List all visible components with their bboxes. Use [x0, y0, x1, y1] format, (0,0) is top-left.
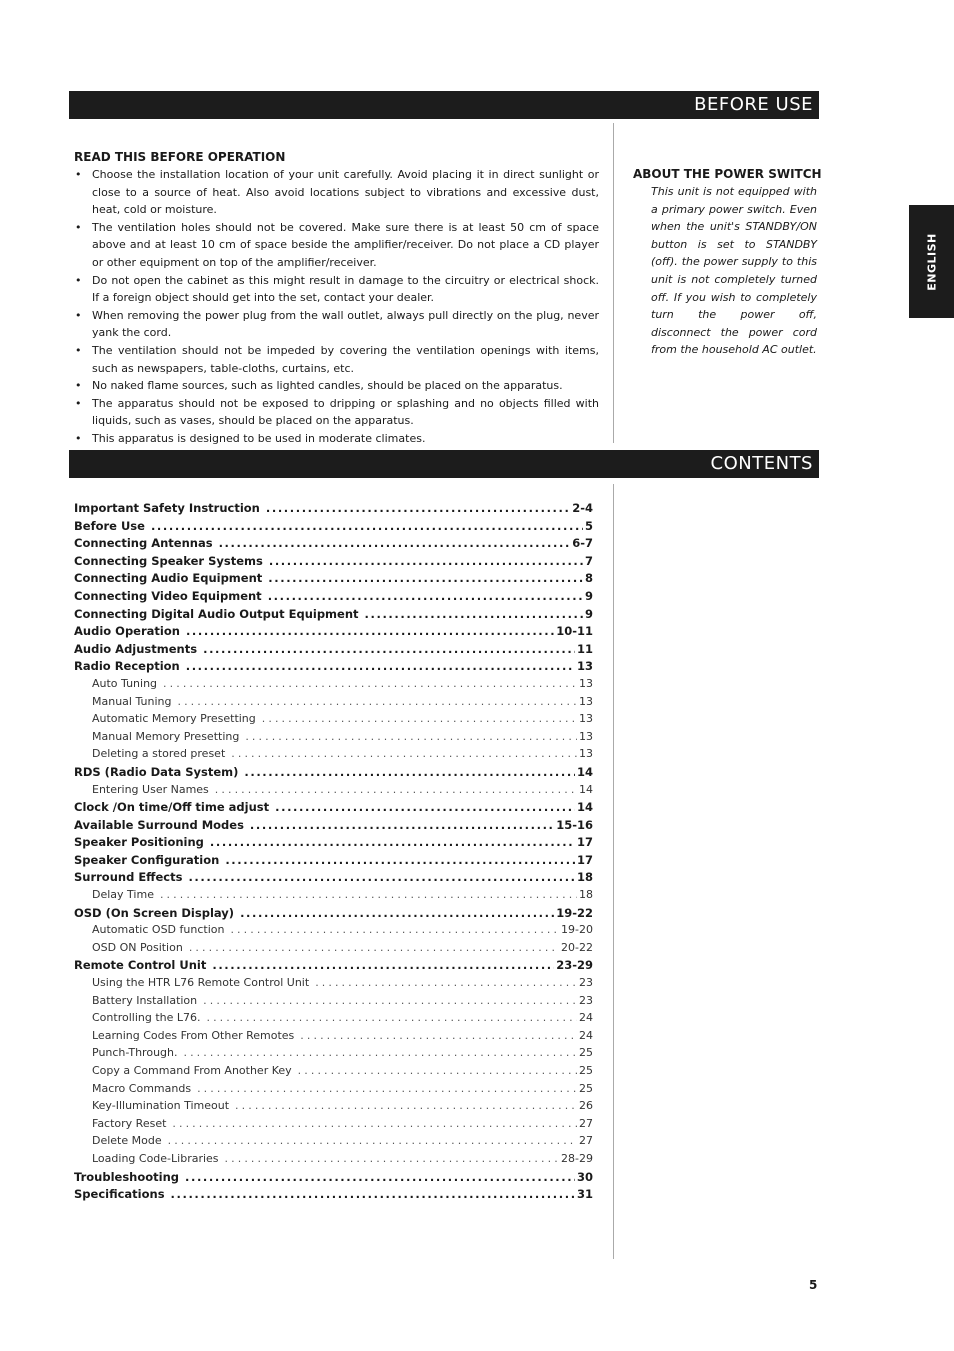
- toc-entry-page: 18: [579, 888, 593, 902]
- toc-dot-leader: [275, 800, 575, 814]
- toc-entry: [74, 501, 593, 519]
- toc-entry-label: Manual Tuning: [92, 694, 172, 708]
- toc-entry: [74, 1011, 593, 1029]
- toc-dot-leader: [151, 519, 583, 533]
- toc-entry: [74, 1046, 593, 1064]
- toc-entry-page: 25: [579, 1046, 593, 1060]
- toc-entry-page: 13: [579, 694, 593, 708]
- toc-entry-page: 25: [579, 1064, 593, 1077]
- bullet-icon: •: [75, 343, 82, 357]
- list-item: • The ventilation holes should not be covered. Make sure there is at least 50 cm of space above and at least 10 cm of space beside the amplifier/receiver. Do not place a CD player or other equipment on top of the amplifier/receiver.: [75, 220, 599, 269]
- toc-entry-label: Learning Codes From Other Remotes: [92, 1028, 295, 1042]
- toc-entry-page: 17: [576, 852, 593, 867]
- toc-entry-label: Deleting a stored preset: [92, 747, 226, 761]
- toc-entry: [74, 747, 593, 765]
- toc-entry-page: 14: [579, 782, 593, 796]
- toc-dot-leader: [168, 1134, 577, 1147]
- list-item: • The apparatus should not be exposed to dripping or splashing and no objects filled with liquids, such as vases, should be placed on the apparatus.: [75, 396, 599, 428]
- before-use-header-bar: [69, 91, 819, 119]
- toc-dot-leader: [163, 677, 577, 690]
- toc-entry-page: 7: [584, 553, 593, 568]
- contents-heading: CONTENTS: [710, 453, 813, 474]
- toc-entry-page: 18: [576, 870, 593, 885]
- contents-header-bar: [69, 450, 819, 478]
- bullet-icon: •: [75, 379, 82, 393]
- toc-entry-page: 10-11: [556, 624, 593, 639]
- toc-entry: [74, 1170, 593, 1188]
- toc-dot-leader: [300, 1029, 577, 1042]
- toc-dot-leader: [240, 906, 554, 920]
- toc-dot-leader: [268, 571, 583, 585]
- page-number: 5: [809, 1278, 818, 1292]
- toc-entry: [74, 571, 593, 589]
- toc-dot-leader: [365, 607, 583, 621]
- toc-entry-page: 26: [579, 1099, 593, 1113]
- toc-entry-label: Controlling the L76.: [92, 1011, 201, 1025]
- toc-entry: [74, 519, 593, 537]
- toc-entry: [74, 870, 593, 888]
- toc-entry: [74, 730, 593, 748]
- toc-dot-leader: [186, 624, 554, 638]
- toc-dot-leader: [207, 1011, 578, 1024]
- toc-entry-page: 31: [576, 1187, 593, 1202]
- toc-entry-label: Copy a Command From Another Key: [92, 1064, 292, 1077]
- toc-entry: [74, 818, 593, 836]
- toc-entry-page: 23: [579, 976, 593, 990]
- toc-entry-label: Loading Code-Libraries: [92, 1151, 219, 1165]
- toc-entry-label: Speaker Configuration: [74, 852, 220, 867]
- toc-dot-leader: [225, 853, 575, 867]
- toc-entry: [74, 888, 593, 906]
- toc-entry-label: Audio Operation: [74, 624, 180, 639]
- toc-entry-page: 13: [579, 747, 593, 761]
- toc-entry: [74, 783, 593, 801]
- column-divider-top: [613, 123, 614, 443]
- safety-bullet-list: [74, 166, 599, 448]
- toc-dot-leader: [185, 1170, 575, 1184]
- toc-entry-label: OSD (On Screen Display): [74, 905, 235, 920]
- toc-entry: [74, 923, 593, 941]
- toc-entry-label: Before Use: [74, 518, 145, 533]
- toc-dot-leader: [203, 994, 577, 1007]
- toc-entry-label: Connecting Video Equipment: [74, 588, 262, 603]
- toc-entry: [74, 1029, 593, 1047]
- toc-entry: [74, 1152, 593, 1170]
- toc-entry-page: 13: [579, 676, 593, 690]
- toc-dot-leader: [268, 589, 583, 603]
- toc-entry-label: Macro Commands: [92, 1081, 192, 1095]
- toc-entry-label: Surround Effects: [74, 870, 183, 885]
- toc-entry-label: Delay Time: [92, 888, 154, 902]
- toc-dot-leader: [245, 730, 577, 743]
- power-switch-text: This unit is not equipped with a primary power switch. Even when the unit's STANDBY/ON button is set to STANDBY (off). the power supply to this unit is not completely turned off. If you wish to completely turn the power off, disconnect the power cord from the household AC outlet.: [651, 185, 817, 357]
- toc-entry-label: Remote Control Unit: [74, 958, 207, 973]
- toc-entry-page: 25: [579, 1081, 593, 1095]
- toc-entry-page: 8: [584, 571, 593, 586]
- language-label: ENGLISH: [925, 232, 938, 291]
- toc-entry: [74, 554, 593, 572]
- toc-entry-label: RDS (Radio Data System): [74, 764, 239, 779]
- toc-entry-label: Radio Reception: [74, 659, 180, 674]
- toc-entry-label: Battery Installation: [92, 993, 198, 1007]
- toc-entry: [74, 853, 593, 871]
- toc-entry-page: 17: [576, 835, 593, 850]
- toc-entry-page: 24: [579, 1028, 593, 1042]
- toc-entry-page: 23-29: [556, 958, 593, 973]
- bullet-icon: •: [75, 168, 82, 181]
- toc-entry-page: 23: [579, 993, 593, 1007]
- toc-entry-label: Punch-Through.: [92, 1046, 178, 1060]
- toc-entry-page: 13: [579, 729, 593, 743]
- toc-entry: [74, 712, 593, 730]
- toc-entry-page: 19-20: [561, 923, 593, 937]
- table-of-contents: [74, 501, 593, 1205]
- toc-entry-label: Key-Illumination Timeout: [92, 1099, 230, 1113]
- bullet-icon: •: [75, 220, 82, 234]
- list-item: • When removing the power plug from the wall outlet, always pull directly on the plug, never yank the cord.: [75, 308, 599, 340]
- toc-entry-page: 28-29: [561, 1151, 593, 1165]
- toc-dot-leader: [235, 1099, 577, 1112]
- power-switch-title: ABOUT THE POWER SWITCH: [633, 167, 822, 181]
- column-divider-bottom: [613, 484, 614, 1259]
- toc-dot-leader: [269, 554, 583, 568]
- toc-entry-page: 9: [584, 588, 593, 603]
- toc-entry-label: Connecting Speaker Systems: [74, 553, 263, 568]
- toc-dot-leader: [188, 870, 575, 884]
- toc-entry-page: 20-22: [561, 940, 593, 954]
- toc-dot-leader: [262, 712, 577, 725]
- toc-entry-page: 19-22: [556, 905, 593, 920]
- toc-entry-label: Troubleshooting: [74, 1169, 180, 1184]
- toc-entry: [74, 659, 593, 677]
- toc-entry-page: 11: [576, 641, 593, 656]
- toc-entry-page: 5: [584, 518, 593, 533]
- toc-dot-leader: [212, 958, 554, 972]
- toc-dot-leader: [225, 1152, 559, 1165]
- toc-entry: [74, 994, 593, 1012]
- toc-entry: [74, 1134, 593, 1152]
- toc-entry-label: Connecting Digital Audio Output Equipment: [74, 606, 359, 621]
- toc-entry-label: Available Surround Modes: [74, 817, 244, 832]
- toc-dot-leader: [160, 888, 577, 901]
- toc-dot-leader: [171, 1187, 575, 1201]
- toc-entry: [74, 1082, 593, 1100]
- bullet-icon: •: [75, 273, 82, 287]
- toc-entry: [74, 624, 593, 642]
- toc-entry-page: 13: [579, 712, 593, 726]
- toc-entry-page: 13: [576, 659, 593, 674]
- toc-entry-label: Audio Adjustments: [74, 641, 198, 656]
- toc-entry: [74, 677, 593, 695]
- toc-entry: [74, 835, 593, 853]
- toc-entry: [74, 1117, 593, 1135]
- toc-entry-label: Specifications: [74, 1187, 165, 1202]
- toc-entry-label: Automatic OSD function: [92, 923, 225, 937]
- toc-entry-page: 14: [576, 800, 593, 815]
- list-item: • No naked flame sources, such as lighted candles, should be placed on the apparatus.: [74, 377, 599, 395]
- toc-entry: [74, 800, 593, 818]
- toc-entry-label: Important Safety Instruction: [74, 501, 260, 515]
- toc-dot-leader: [177, 695, 577, 708]
- toc-entry: [74, 1064, 593, 1082]
- toc-entry: [74, 1099, 593, 1117]
- toc-entry-page: 27: [579, 1134, 593, 1148]
- toc-entry: [74, 607, 593, 625]
- toc-entry-page: 6-7: [572, 536, 593, 551]
- toc-entry-label: Factory Reset: [92, 1116, 167, 1130]
- toc-entry-label: Entering User Names: [92, 782, 209, 796]
- list-item: • Do not open the cabinet as this might result in damage to the circuitry or electrical shock. If a foreign object should get into the set, contact your dealer.: [75, 273, 599, 305]
- language-side-tab: [909, 205, 954, 318]
- before-use-heading: BEFORE USE: [694, 94, 813, 115]
- toc-entry: [74, 695, 593, 713]
- toc-entry-page: 9: [584, 606, 593, 621]
- toc-entry-label: OSD ON Position: [92, 940, 183, 954]
- toc-dot-leader: [315, 976, 577, 989]
- toc-entry: [74, 941, 593, 959]
- toc-dot-leader: [250, 818, 554, 832]
- toc-entry-label: Connecting Audio Equipment: [74, 571, 263, 586]
- toc-dot-leader: [210, 835, 575, 849]
- bullet-icon: •: [75, 308, 82, 322]
- toc-entry-label: Delete Mode: [92, 1134, 162, 1148]
- toc-entry-page: 27: [579, 1116, 593, 1130]
- toc-entry-page: 14: [576, 764, 593, 779]
- toc-entry: [74, 906, 593, 924]
- list-item: • Choose the installation location of your unit carefully. Avoid placing it in direct sunlight or close to a source of heat. Also avoid locations subject to vibrations and excessive dust, heat, cold or moisture.: [75, 168, 599, 217]
- toc-entry-label: Auto Tuning: [92, 676, 158, 690]
- toc-dot-leader: [189, 941, 559, 954]
- toc-dot-leader: [298, 1064, 577, 1077]
- toc-entry: [74, 642, 593, 660]
- toc-dot-leader: [230, 923, 559, 936]
- toc-dot-leader: [219, 536, 571, 550]
- toc-dot-leader: [244, 765, 575, 779]
- bullet-icon: •: [75, 431, 82, 445]
- toc-entry: [74, 536, 593, 554]
- list-item: • This apparatus is designed to be used in moderate climates.: [74, 430, 599, 448]
- toc-entry-label: Using the HTR L76 Remote Control Unit: [92, 976, 310, 990]
- toc-entry: [74, 976, 593, 994]
- bullet-icon: •: [75, 396, 82, 410]
- toc-dot-leader: [266, 501, 570, 515]
- toc-dot-leader: [197, 1082, 577, 1095]
- toc-entry-label: Clock /On time/Off time adjust: [74, 800, 270, 815]
- toc-dot-leader: [215, 783, 577, 796]
- list-item: • The ventilation should not be impeded by covering the ventilation openings with items, such as newspapers, table-cloths, curtains, etc.: [75, 343, 599, 375]
- read-before-operation-title: READ THIS BEFORE OPERATION: [74, 150, 286, 164]
- toc-dot-leader: [203, 642, 575, 656]
- toc-entry-page: 30: [576, 1169, 593, 1184]
- toc-entry-label: Manual Memory Presetting: [92, 729, 240, 743]
- toc-dot-leader: [172, 1117, 577, 1130]
- toc-dot-leader: [184, 1046, 578, 1059]
- toc-entry: [74, 1187, 593, 1205]
- toc-dot-leader: [186, 659, 575, 673]
- toc-entry-label: Connecting Antennas: [74, 536, 213, 551]
- toc-entry: [74, 765, 593, 783]
- toc-entry: [74, 589, 593, 607]
- toc-entry-label: Automatic Memory Presetting: [92, 712, 256, 726]
- toc-entry-label: Speaker Positioning: [74, 835, 204, 850]
- toc-dot-leader: [231, 747, 577, 760]
- toc-entry-page: 2-4: [572, 501, 593, 515]
- toc-entry: [74, 958, 593, 976]
- toc-entry-page: 15-16: [556, 817, 593, 832]
- toc-entry-page: 24: [579, 1011, 593, 1025]
